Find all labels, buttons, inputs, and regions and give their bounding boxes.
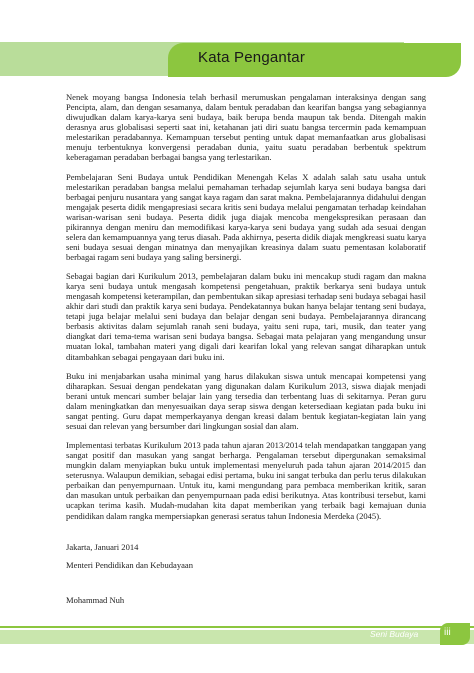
- paragraph-3: Sebagai bagian dari Kurikulum 2013, pembelajaran dalam buku ini mencakup studi ragam dan makna karya seni budaya untuk mengasah kompetensi pengetahuan, praktik berkarya seni budaya untuk mengasah kompetensi keterampilan, dan pembentukan sikap apresiasi terhadap seni budaya sebagai hasil akhir dari studi dan praktik karya seni budaya. Pendekatannya bukan hanya belajar tentang seni budaya, tetapi juga belajar melalui seni budaya dan belajar dengan seni budaya. Pembelajarannya dirancang berbasis aktivitas dalam sejumlah ranah seni budaya, yaitu seni rupa, tari, musik, dan teater yang diangkat dari tema-tema warisan seni budaya bangsa. Sebagai mata pelajaran yang mengandung unsur muatan lokal, tambahan materi yang digali dari kearifan lokal yang relevan sangat diharapkan untuk ditambahkan sebagai pengayaan dari buku ini.: [66, 271, 426, 362]
- paragraph-2: Pembelajaran Seni Budaya untuk Pendidikan Menengah Kelas X adalah salah satu usaha untuk melestarikan peradaban bangsa melalui pemahaman terhadap sejumlah karya seni budaya bangsa dari berbagai penjuru nusantara yang sangat kaya ragam dan sarat makna. Pembelajarannya didahului dengan mengajak peserta didik mengapresiasi secara kritis seni budaya melalui pengamatan terhadap keindahan warisan-warisan seni budaya. Peserta didik juga diajak mencoba mengekspresikan perasaan dan pikirannya dengan meniru dan memodifikasi karya-karya seni budaya yang sudah ada sesuai dengan selera dan kemampuannya yang terus diasah. Pada akhirnya, peserta didik diajak mengkreasi suatu karya seni budaya sesuai dengan minatnya dan menyajikan kreasinya dalam suatu pementasan kolaboratif berbagai ragam seni budaya yang saling bersinergi.: [66, 171, 426, 262]
- body-text: [66, 92, 426, 530]
- footer-line: [0, 626, 474, 628]
- place-date: Jakarta, Januari 2014: [66, 542, 139, 552]
- paragraph-4: Buku ini menjabarkan usaha minimal yang harus dilakukan siswa untuk mencapai kompetensi yang diharapkan. Sesuai dengan pendekatan yang digunakan dalam Kurikulum 2013, siswa diajak menjadi berani untuk mencari sumber belajar lain yang tersedia dan terbentang luas di sekitarnya. Peran guru dalam meningkatkan dan menyesuaikan daya serap siswa dengan ketersediaan kegiatan pada buku ini sangat penting. Guru dapat memperkayanya dengan kreasi dalam bentuk kegiatan-kegiatan lain yang sesuai dan relevan yang bersumber dari lingkungan sosial dan alam.: [66, 370, 426, 431]
- page-number: iii: [444, 627, 451, 638]
- paragraph-1: Nenek moyang bangsa Indonesia telah berhasil merumuskan pengalaman interaksinya dengan sang Pencipta, alam, dan dengan sesamanya, dalam bentuk peradaban dan kearifan bangsa yang sebagiannya diwujudkan dalam karya-karya seni budaya, baik berupa benda maupun tak benda. Ditengah makin derasnya arus globalisasi seperti saat ini, ketahanan jati diri suatu bangsa tercermin pada kemampuan melestarikan peradabannya. Kemampuan tersebut penting untuk dapat memanfaatkan arus globalisasi menuju terbentuknya konvergensi peradaban dunia, yaitu suatu peradaban berbentuk spektrum keberagaman peradaban berbagai bangsa yang terlestarikan.: [66, 92, 426, 163]
- signatory-office: Menteri Pendidikan dan Kebudayaan: [66, 560, 193, 570]
- footer-book-title: Seni Budaya: [370, 629, 419, 639]
- signatory-name: Mohammad Nuh: [66, 595, 125, 605]
- page-title: Kata Pengantar: [198, 49, 306, 66]
- paragraph-5: Implementasi terbatas Kurikulum 2013 pada tahun ajaran 2013/2014 telah mendapatkan tanggapan yang sangat positif dan masukan yang sangat berharga. Pengalaman tersebut dipergunakan semaksimal mungkin dalam menyiapkan buku untuk implementasi menyeluruh pada tahun ajaran 2014/2015 dan seterusnya. Walaupun demikian, sebagai edisi pertama, buku ini sangat terbuka dan perlu terus dilakukan perbaikan dan penyempurnaan. Untuk itu, kami mengundang para pembaca memberikan kritik, saran dan masukan untuk perbaikan dan penyempurnaan pada edisi berikutnya. Atas kontribusi tersebut, kami ucapkan terima kasih. Mudah-mudahan kita dapat memberikan yang terbaik bagi kemajuan dunia pendidikan dalam rangka mempersiapkan generasi seratus tahun Indonesia Merdeka (2045).: [66, 440, 426, 521]
